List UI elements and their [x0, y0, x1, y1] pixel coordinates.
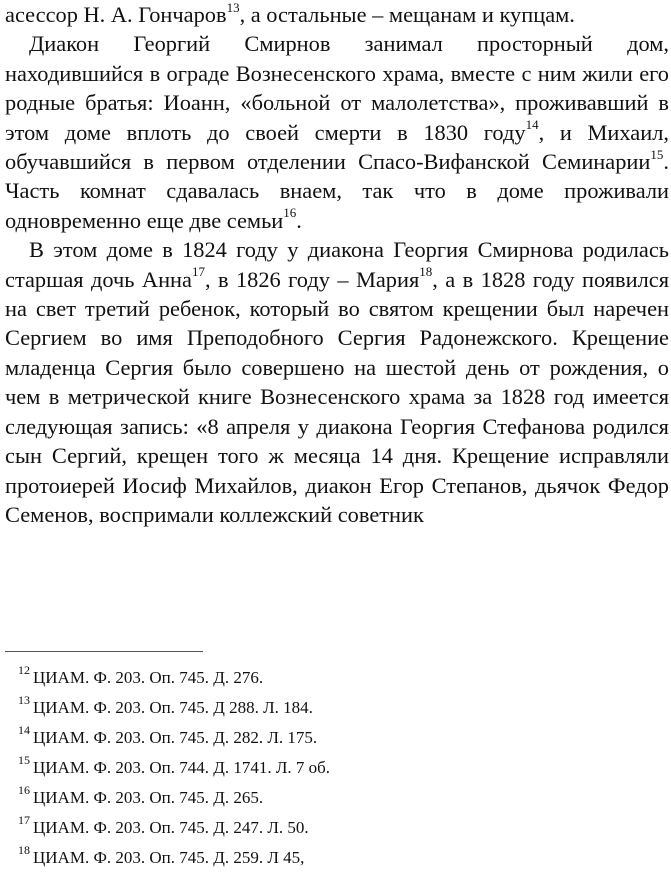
body-text: , а в 1828 году появился на свет третий ребенок, который во святом крещении был наречен Сергием во имя Преподобного Сергия Радонежского. Крещение младенца Сергия было совершено на шестой день от рождения, о чем в метрической книге Вознесенского храма за 1828 год имеется следующая запись: «8 апреля у диакона Георгия Стефанова родился сын Сергий, крещен того ж месяца 14 дня. Крещение исправляли протоиерей Иосиф Михайлов, диакон Егор Степанов, дьячок Федор Семенов, воспримали коллежский советник — [5, 266, 669, 527]
footnote-number: 12 — [18, 663, 30, 678]
footnote-item — [18, 723, 658, 753]
paragraph — [5, 29, 669, 235]
footnote-number: 15 — [18, 753, 30, 768]
footnote-ref[interactable]: 15 — [650, 146, 664, 162]
footnote-item — [18, 663, 658, 693]
footnote-number: 14 — [18, 723, 30, 738]
footnote-number: 16 — [18, 783, 30, 798]
body-text: , и Михаил, обучавшийся в первом отделении Спасо-Вифанской Семинарии — [5, 119, 669, 175]
body-text: В этом доме в 1824 году у диакона Георгия Смирнова родилась старшая дочь Анна — [5, 237, 669, 292]
footnote-item — [18, 813, 658, 843]
body-text: асессор Н. А. Гончаров — [5, 2, 227, 27]
body-text: , в 1826 году – Мария — [204, 266, 420, 292]
footnote-ref[interactable]: 16 — [283, 205, 297, 221]
body-text: . — [296, 207, 302, 233]
body-text: , а остальные – мещанам и купцам. — [239, 2, 575, 27]
footnote-divider — [5, 651, 203, 652]
footnote-ref[interactable]: 17 — [191, 264, 205, 280]
footnote-number: 18 — [18, 843, 30, 858]
footnote-item — [18, 753, 658, 783]
footnote-ref[interactable]: 13 — [226, 0, 240, 15]
body-text: Диакон Георгий Смирнов занимал просторный дом, находившийся в ограде Вознесенского храма, вместе с ним жили его родные братья: Иоанн, «больной от малолетства», проживавший в этом доме вплоть до своей смерти в 1830 году — [5, 31, 669, 145]
footnote-item — [18, 693, 658, 723]
footnote-item — [18, 783, 658, 813]
footnote-text: ЦИАМ. Ф. 203. Оп. 745. Д 288. Л. 184. — [33, 698, 313, 717]
footnote-ref[interactable]: 18 — [419, 264, 433, 280]
footnote-text: ЦИАМ. Ф. 203. Оп. 745. Д. 247. Л. 50. — [33, 818, 309, 837]
main-text — [5, 0, 669, 529]
footnotes-list — [18, 663, 658, 873]
footnote-number: 17 — [18, 813, 30, 828]
footnote-item — [18, 843, 658, 873]
footnote-text: ЦИАМ. Ф. 203. Оп. 744. Д. 1741. Л. 7 об. — [33, 758, 331, 777]
body-text: . Часть комнат сдавалась внаем, так что в доме проживали одновременно еще две семьи — [5, 149, 669, 233]
footnote-text: ЦИАМ. Ф. 203. Оп. 745. Д. 282. Л. 175. — [33, 728, 318, 747]
footnote-text: ЦИАМ. Ф. 203. Оп. 745. Д. 265. — [33, 788, 264, 807]
paragraph — [5, 235, 669, 529]
document-page — [5, 0, 669, 529]
footnote-text: ЦИАМ. Ф. 203. Оп. 745. Д. 259. Л 45, — [33, 848, 305, 867]
footnote-text: ЦИАМ. Ф. 203. Оп. 745. Д. 276. — [33, 668, 264, 687]
footnote-number: 13 — [18, 693, 30, 708]
paragraph-continuation — [5, 0, 669, 29]
footnote-ref[interactable]: 14 — [525, 117, 539, 133]
